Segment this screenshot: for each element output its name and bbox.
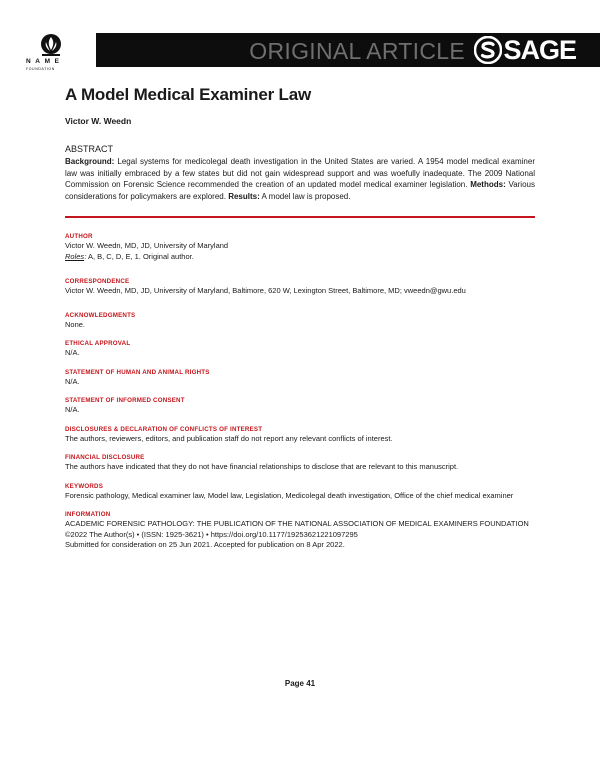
financial-heading: FINANCIAL DISCLOSURE — [65, 454, 145, 461]
submission-dates: Submitted for consideration on 25 Jun 2021. Accepted for publication on 8 Apr 2022. — [65, 540, 345, 549]
section-divider — [65, 216, 535, 218]
article-title: A Model Medical Examiner Law — [65, 85, 312, 104]
abstract-background-label: Background: — [65, 157, 115, 166]
information-heading: INFORMATION — [65, 511, 111, 518]
sage-s-icon — [474, 36, 502, 64]
disclosures-heading: DISCLOSURES & DECLARATION OF CONFLICTS OF INTEREST — [65, 425, 263, 433]
author-roles — [65, 252, 535, 263]
publisher-logo — [474, 36, 576, 64]
article-content — [65, 84, 535, 551]
page-number: Page 41 — [284, 679, 316, 688]
acknowledgments-heading: ACKNOWLEDGMENTS — [65, 311, 136, 319]
acknowledgments-text: None. — [65, 319, 86, 329]
author-byline: Victor W. Weedn — [65, 116, 132, 126]
disclosures-text: The authors, reviewers, editors, and publication staff do not report any relevant conflicts of interest. — [65, 433, 393, 443]
abstract-results-text: A model law is proposed. — [259, 191, 351, 201]
abstract-background-text: Legal systems for medicolegal death investigation in the United States are varied. A 1954 model medical examiner law was initially embraced by a few states but did not gain widespread support and was woefully inadequate. The 2009 National Commission on Forensic Science recommended the creation of an updated model medical examiner legislation. — [65, 157, 535, 189]
roles-text: : A, B, C, D, E, 1. Original author. — [84, 251, 194, 261]
logo-letters: NAME — [26, 58, 64, 65]
article-metadata — [65, 232, 535, 551]
article-type-label: ORIGINAL ARTICLE — [249, 38, 465, 64]
abstract-heading: ABSTRACT — [65, 144, 114, 154]
roles-label: Roles — [65, 251, 85, 261]
tree-flame-emblem-icon — [36, 33, 66, 57]
abstract-methods-label: Methods: — [470, 180, 506, 189]
foundation-logo — [0, 0, 96, 73]
keywords-heading: KEYWORDS — [65, 482, 104, 490]
journal-header-bar — [0, 33, 600, 71]
ethical-heading: ETHICAL APPROVAL — [65, 340, 131, 347]
consent-text: N/A. — [65, 405, 80, 414]
publisher-name: SAGE — [503, 35, 576, 65]
copyright-doi: ©2022 The Author(s) • (ISSN: 1925-3621) • https://doi.org/10.1177/19253621221097295 — [65, 529, 358, 539]
abstract-body — [65, 156, 535, 202]
consent-heading: STATEMENT OF INFORMED CONSENT — [65, 397, 185, 404]
abstract-results-label: Results: — [228, 191, 260, 201]
logo-subtitle: FOUNDATION — [26, 67, 55, 71]
correspondence-heading: CORRESPONDENCE — [65, 278, 130, 285]
human-animal-heading: STATEMENT OF HUMAN AND ANIMAL RIGHTS — [65, 368, 210, 376]
journal-name: ACADEMIC FORENSIC PATHOLOGY: THE PUBLICATION OF THE NATIONAL ASSOCIATION OF MEDICAL EXAMINERS FOUNDATION — [65, 519, 529, 528]
ethical-text: N/A. — [65, 348, 80, 357]
correspondence-text: Victor W. Weedn, MD, JD, University of Maryland, Baltimore, 620 W, Lexington Street, Baltimore, MD; vweedn@gwu.edu — [65, 286, 466, 295]
author-heading: AUTHOR — [65, 233, 93, 240]
financial-text: The authors have indicated that they do not have financial relationships to disclose that are relevant to this manuscript. — [65, 462, 459, 471]
abstract-methods-text: Various considerations for policymakers are explored. — [65, 180, 535, 201]
keywords-text: Forensic pathology, Medical examiner law, Model law, Legislation, Medicolegal death investigation, Office of the chief medical examiner — [65, 490, 514, 500]
human-animal-text: N/A. — [65, 376, 80, 386]
author-affiliation: Victor W. Weedn, MD, JD, University of Maryland — [65, 241, 229, 250]
